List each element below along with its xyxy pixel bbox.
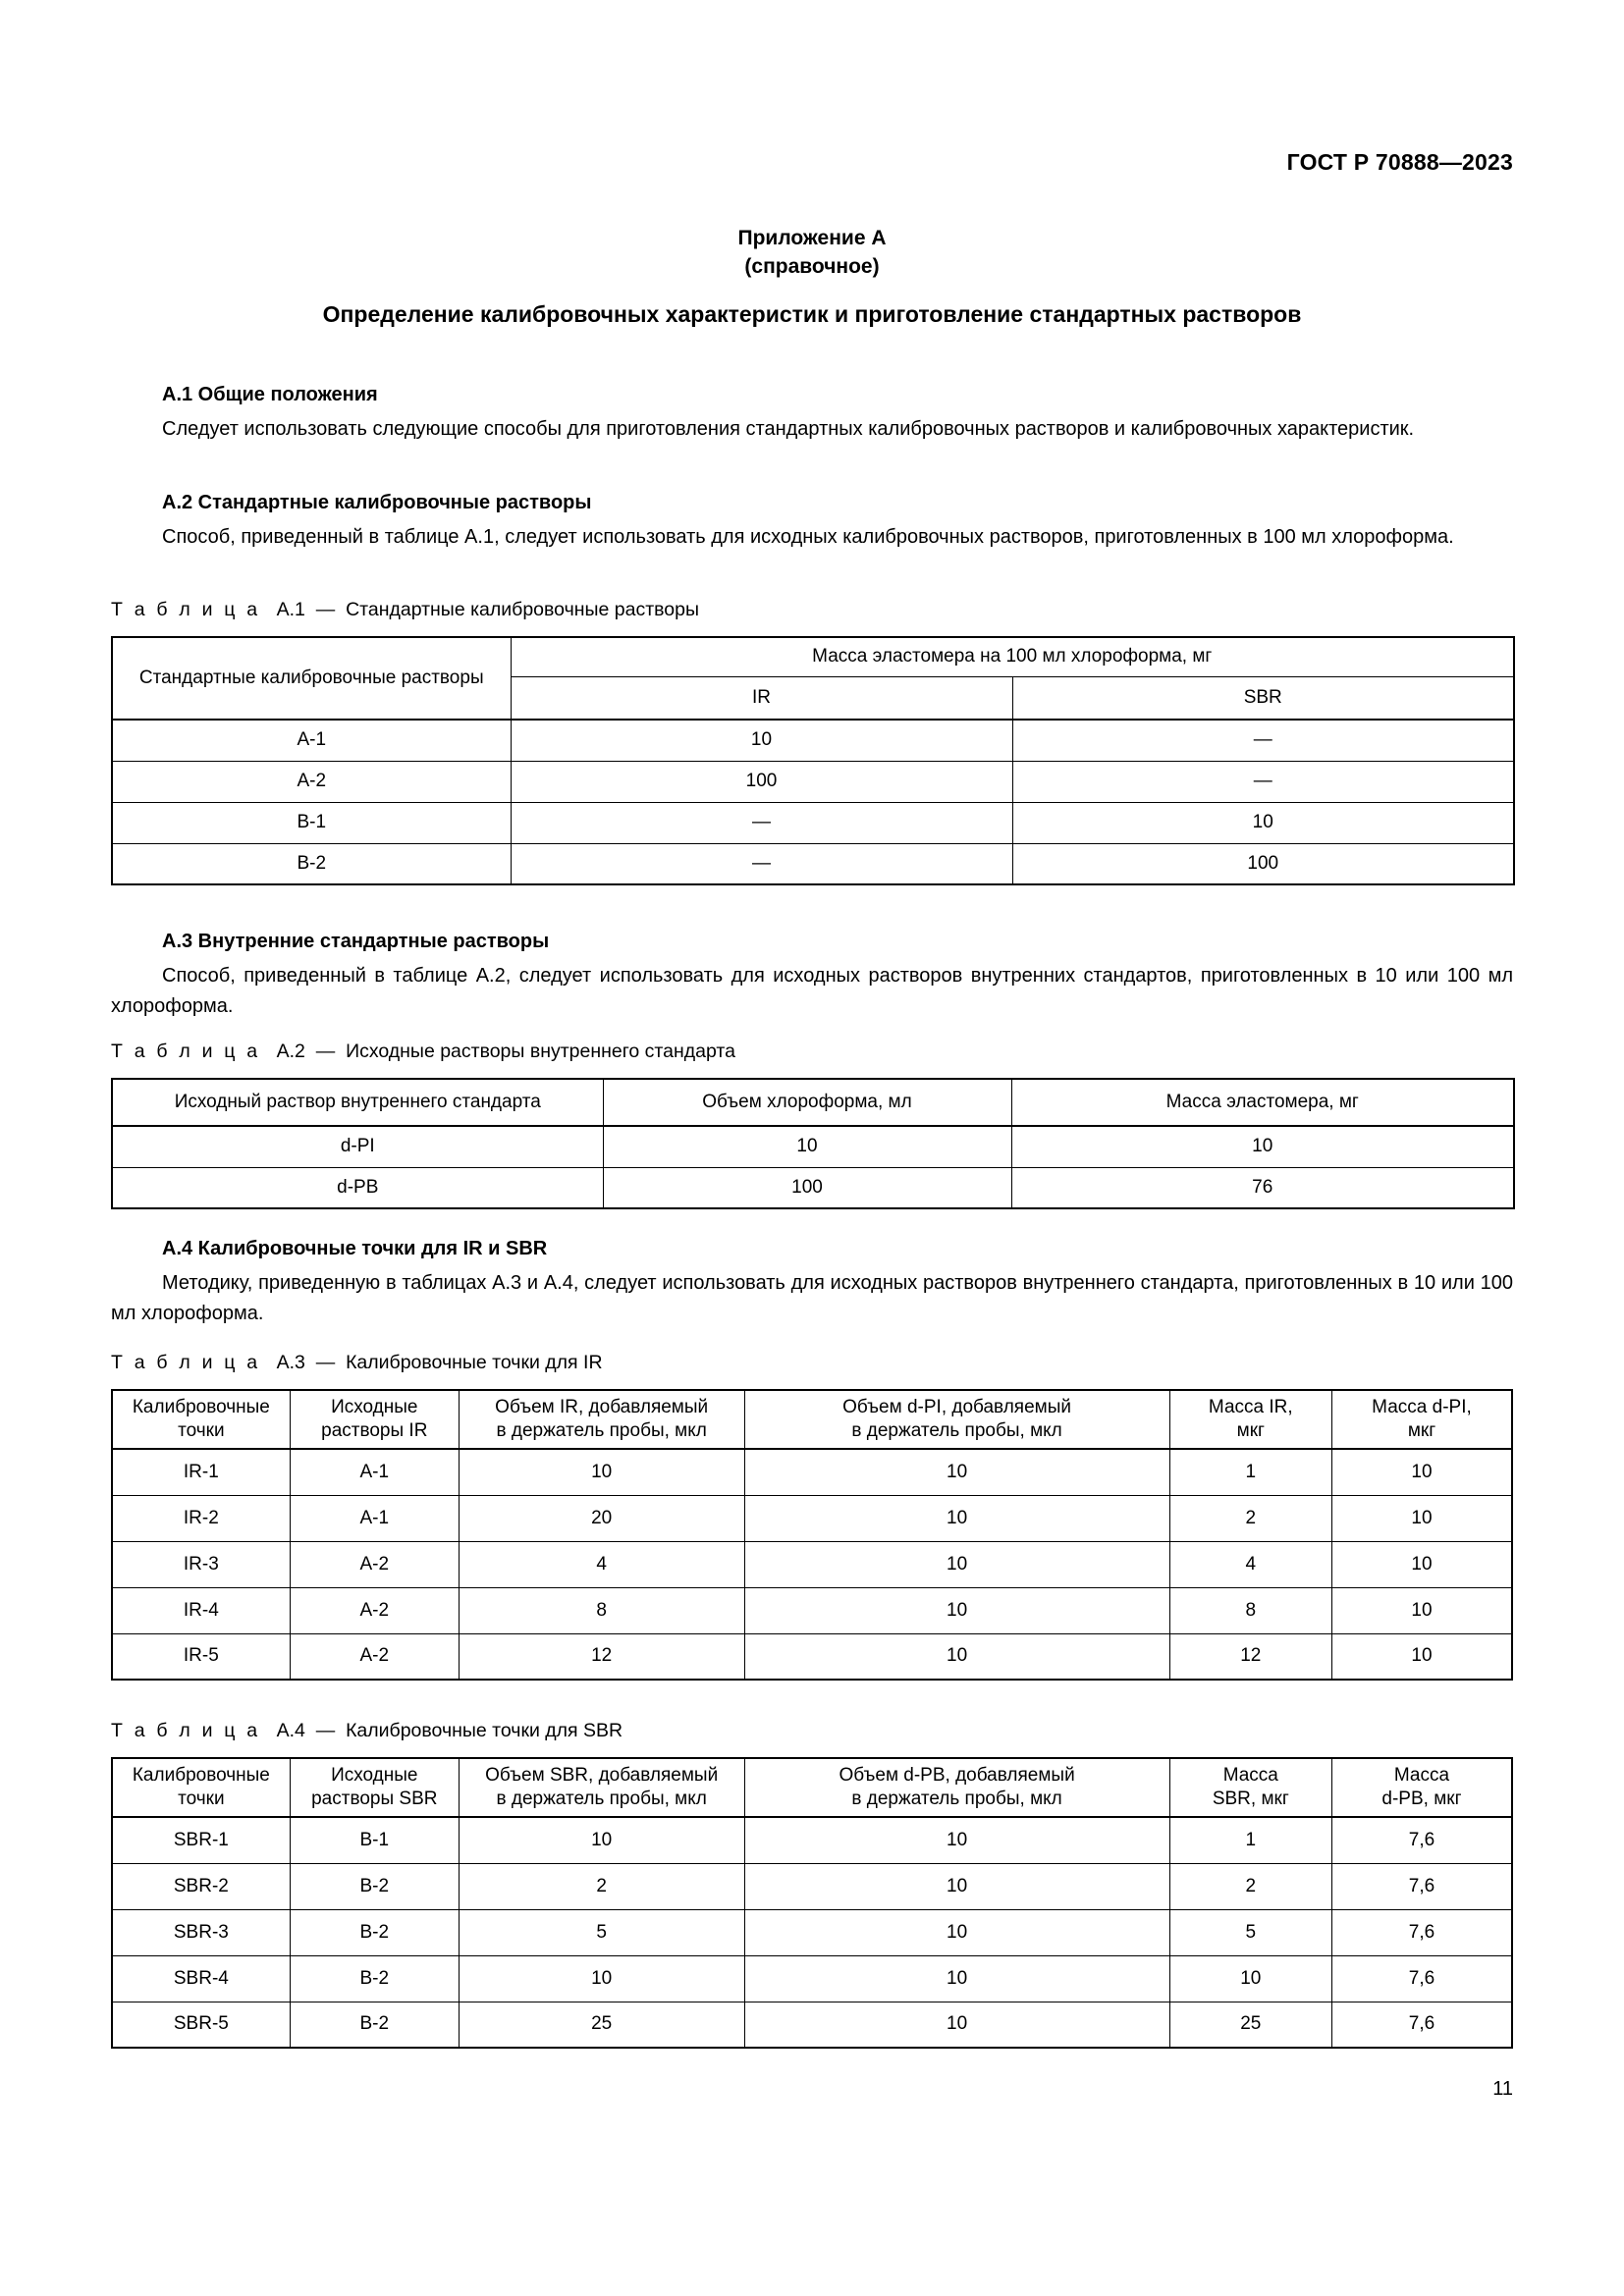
table-a3-cell: IR-5 — [112, 1633, 290, 1680]
table-a3-cell: А-2 — [290, 1541, 459, 1587]
section-a4-paragraph: Методику, приведенную в таблицах А.3 и А.4, следует использовать для исходных растворов внутреннего стандарта, приготовленных в 10 или 100 мл хлороформа. — [111, 1272, 1513, 1324]
header-line: точки — [178, 1789, 225, 1809]
table-row — [112, 1633, 1512, 1680]
header-line: Исходные — [331, 1397, 418, 1417]
annex-label: Приложение А — [737, 227, 887, 249]
table-a3-caption-dash: — — [315, 1352, 336, 1373]
table-a1-cell: А-1 — [112, 720, 511, 761]
table-a1-caption-wrap — [111, 597, 1513, 622]
table-a3-header-cell — [459, 1390, 744, 1449]
table-a3-header-cell — [1169, 1390, 1331, 1449]
section-a3 — [111, 928, 1513, 1022]
table-a4-cell: 10 — [744, 1909, 1169, 1955]
table-a3-cell: 10 — [1331, 1633, 1512, 1680]
table-a3-cell: 4 — [1169, 1541, 1331, 1587]
header-line: в держатель пробы, мкл — [496, 1789, 707, 1809]
table-row — [112, 720, 1514, 761]
table-a4-header-cell — [1169, 1758, 1331, 1817]
table-row — [112, 1863, 1512, 1909]
table-a4-cell: В-2 — [290, 1909, 459, 1955]
table-a4-cell: В-1 — [290, 1817, 459, 1863]
table-a3-cell: 1 — [1169, 1449, 1331, 1495]
table-a3-caption-wrap — [111, 1350, 1513, 1375]
table-a1-cell: 100 — [1012, 843, 1514, 884]
table-a4-cell: 25 — [459, 2002, 744, 2048]
table-a3-header-cell — [744, 1390, 1169, 1449]
table-a3-cell: 10 — [1331, 1495, 1512, 1541]
table-a4-cell: В-2 — [290, 2002, 459, 2048]
annex-heading-block — [111, 224, 1513, 281]
page-number: 11 — [1492, 2078, 1513, 2100]
table-a2-cell: d-PI — [112, 1126, 603, 1167]
table-a3-cell: 10 — [1331, 1587, 1512, 1633]
table-a3 — [111, 1389, 1513, 1681]
section-a3-heading: А.3 Внутренние стандартные растворы — [162, 931, 550, 952]
table-a4-caption — [111, 1718, 1513, 1743]
table-a4-caption-prefix: Т а б л и ц а — [111, 1720, 261, 1741]
table-a4-caption-dash: — — [315, 1720, 336, 1741]
header-line: Объем IR, добавляемый — [495, 1397, 709, 1417]
table-a1-caption-prefix: Т а б л и ц а — [111, 599, 261, 620]
table-a4-cell: 10 — [744, 2002, 1169, 2048]
table-row — [112, 1955, 1512, 2002]
table-row — [112, 1390, 1512, 1449]
table-a4-header-cell — [459, 1758, 744, 1817]
table-a3-cell: 8 — [459, 1587, 744, 1633]
table-a2-caption-wrap — [111, 1039, 1513, 1064]
section-a2-paragraph: Способ, приведенный в таблице А.1, следует использовать для исходных калибровочных растворов, приготовленных в 100 мл хлороформа. — [162, 526, 1454, 548]
table-a2 — [111, 1078, 1515, 1209]
table-a4-cell: 7,6 — [1331, 1955, 1512, 2002]
header-line: Масса — [1393, 1765, 1450, 1786]
table-row — [112, 802, 1514, 843]
table-a4-cell: 1 — [1169, 1817, 1331, 1863]
section-a2 — [111, 489, 1513, 553]
table-a3-cell: IR-4 — [112, 1587, 290, 1633]
table-a2-caption-number: А.2 — [276, 1041, 305, 1062]
table-a2-caption-text: Исходные растворы внутреннего стандарта — [346, 1041, 735, 1062]
table-row — [112, 1541, 1512, 1587]
table-a4-cell: SBR-5 — [112, 2002, 290, 2048]
header-line: растворы SBR — [311, 1789, 438, 1809]
table-a2-wrap — [111, 1078, 1513, 1209]
table-a3-cell: 10 — [744, 1633, 1169, 1680]
table-row — [112, 1449, 1512, 1495]
table-a4-cell: SBR-4 — [112, 1955, 290, 2002]
table-a3-header-cell — [1331, 1390, 1512, 1449]
table-a2-caption-prefix: Т а б л и ц а — [111, 1041, 261, 1062]
table-a3-cell: 10 — [1331, 1541, 1512, 1587]
header-line: мкг — [1236, 1420, 1265, 1441]
table-a3-caption — [111, 1350, 1513, 1375]
header-line: растворы IR — [321, 1420, 428, 1441]
table-a3-caption-number: А.3 — [276, 1352, 305, 1373]
section-a1-paragraph: Следует использовать следующие способы для приготовления стандартных калибровочных растворов и калибровочных характеристик. — [162, 418, 1415, 440]
table-a2-header-cell: Исходный раствор внутреннего стандарта — [112, 1079, 603, 1126]
table-a3-header-cell — [290, 1390, 459, 1449]
table-row — [112, 761, 1514, 802]
table-a4-cell: 7,6 — [1331, 1817, 1512, 1863]
table-a4-cell: 7,6 — [1331, 1909, 1512, 1955]
table-a4-header-cell — [1331, 1758, 1512, 1817]
table-a3-cell: IR-2 — [112, 1495, 290, 1541]
table-row — [112, 1758, 1512, 1817]
table-a1-cell: — — [1012, 720, 1514, 761]
header-line: Исходные — [331, 1765, 418, 1786]
table-a1-cell: — — [511, 843, 1012, 884]
table-a4-cell: 10 — [1169, 1955, 1331, 2002]
table-a1-caption — [111, 597, 1513, 622]
table-a3-cell: 10 — [459, 1449, 744, 1495]
table-a4-cell: SBR-3 — [112, 1909, 290, 1955]
table-a1-cell: В-2 — [112, 843, 511, 884]
table-a1-header-solutions: Стандартные калибровочные растворы — [112, 637, 511, 720]
table-a1-cell: 100 — [511, 761, 1012, 802]
table-a3-cell: 10 — [744, 1541, 1169, 1587]
table-a4-cell: 10 — [744, 1863, 1169, 1909]
header-line: в держатель пробы, мкл — [851, 1420, 1062, 1441]
header-line: d-PB, мкг — [1381, 1789, 1462, 1809]
table-row — [112, 1587, 1512, 1633]
table-a4-cell: 25 — [1169, 2002, 1331, 2048]
table-a1-cell: В-1 — [112, 802, 511, 843]
table-a1-wrap — [111, 636, 1513, 885]
header-line: точки — [178, 1420, 225, 1441]
table-a3-cell: 12 — [1169, 1633, 1331, 1680]
table-a4-cell: 5 — [1169, 1909, 1331, 1955]
section-a4-heading: А.4 Калибровочные точки для IR и SBR — [162, 1238, 548, 1259]
header-line: Масса — [1222, 1765, 1278, 1786]
table-a3-header-cell — [112, 1390, 290, 1449]
annex-title: Определение калибровочных характеристик и приготовление стандартных растворов — [322, 301, 1302, 327]
table-a4 — [111, 1757, 1513, 2049]
table-a1-header-group: Масса эластомера на 100 мл хлороформа, мг — [511, 637, 1514, 676]
table-row — [112, 1909, 1512, 1955]
table-a2-cell: 100 — [603, 1167, 1011, 1208]
table-a1-caption-dash: — — [315, 599, 336, 620]
table-a3-cell: А-2 — [290, 1587, 459, 1633]
table-row — [112, 1167, 1514, 1208]
header-line: Калибровочные — [132, 1397, 270, 1417]
table-a2-caption — [111, 1039, 1513, 1064]
table-a1-cell: — — [511, 802, 1012, 843]
table-a4-cell: 5 — [459, 1909, 744, 1955]
table-a3-cell: 12 — [459, 1633, 744, 1680]
header-line: в держатель пробы, мкл — [496, 1420, 707, 1441]
table-row — [112, 1817, 1512, 1863]
table-a3-cell: 10 — [1331, 1449, 1512, 1495]
document-header-standard-number: ГОСТ Р 70888—2023 — [1286, 149, 1513, 175]
section-a4 — [111, 1235, 1513, 1329]
table-row — [112, 2002, 1512, 2048]
header-line: Калибровочные — [132, 1765, 270, 1786]
table-a4-cell: 10 — [744, 1817, 1169, 1863]
table-row — [112, 637, 1514, 676]
table-a4-cell: SBR-2 — [112, 1863, 290, 1909]
table-a3-cell: А-1 — [290, 1449, 459, 1495]
table-a2-cell: d-PB — [112, 1167, 603, 1208]
table-a2-cell: 10 — [1011, 1126, 1514, 1167]
table-a3-caption-text: Калибровочные точки для IR — [346, 1352, 603, 1373]
table-a4-wrap — [111, 1757, 1513, 2049]
table-a2-cell: 76 — [1011, 1167, 1514, 1208]
table-a2-header-cell: Масса эластомера, мг — [1011, 1079, 1514, 1126]
header-line: Масса d-PI, — [1372, 1397, 1472, 1417]
table-a3-caption-prefix: Т а б л и ц а — [111, 1352, 261, 1373]
table-a4-caption-text: Калибровочные точки для SBR — [346, 1720, 623, 1741]
table-a3-cell: 10 — [744, 1449, 1169, 1495]
table-row — [112, 1079, 1514, 1126]
table-a3-wrap — [111, 1389, 1513, 1681]
table-a1-cell: — — [1012, 761, 1514, 802]
table-a3-cell: 4 — [459, 1541, 744, 1587]
header-line: Объем SBR, добавляемый — [485, 1765, 719, 1786]
table-a1-caption-number: А.1 — [276, 599, 305, 620]
table-a2-cell: 10 — [603, 1126, 1011, 1167]
table-a3-cell: IR-1 — [112, 1449, 290, 1495]
section-a2-heading: А.2 Стандартные калибровочные растворы — [162, 492, 592, 513]
header-line: Объем d-PI, добавляемый — [842, 1397, 1071, 1417]
table-a1-cell: А-2 — [112, 761, 511, 802]
table-a1-header-ir: IR — [511, 676, 1012, 720]
table-a3-cell: А-2 — [290, 1633, 459, 1680]
section-a3-paragraph: Способ, приведенный в таблице А.2, следует использовать для исходных растворов внутренних стандартов, приготовленных в 10 или 100 мл хлороформа. — [111, 965, 1513, 1017]
header-line: Объем d-PB, добавляемый — [839, 1765, 1075, 1786]
table-a2-header-cell: Объем хлороформа, мл — [603, 1079, 1011, 1126]
table-a4-cell: 10 — [459, 1817, 744, 1863]
table-a4-header-cell — [290, 1758, 459, 1817]
table-a1 — [111, 636, 1515, 885]
header-line: SBR, мкг — [1212, 1789, 1289, 1809]
table-a4-header-cell — [744, 1758, 1169, 1817]
table-a2-caption-dash: — — [315, 1041, 336, 1062]
table-a3-cell: 2 — [1169, 1495, 1331, 1541]
table-a4-cell: В-2 — [290, 1955, 459, 2002]
table-a4-header-cell — [112, 1758, 290, 1817]
header-line: мкг — [1407, 1420, 1436, 1441]
table-a4-caption-number: А.4 — [276, 1720, 305, 1741]
table-a4-cell: 10 — [744, 1955, 1169, 2002]
table-row — [112, 1495, 1512, 1541]
table-a4-cell: 10 — [459, 1955, 744, 2002]
table-a1-cell: 10 — [1012, 802, 1514, 843]
section-a1-heading: А.1 Общие положения — [162, 384, 378, 405]
table-a4-cell: В-2 — [290, 1863, 459, 1909]
section-a1 — [111, 381, 1513, 445]
header-line: в держатель пробы, мкл — [851, 1789, 1062, 1809]
table-a4-cell: 7,6 — [1331, 2002, 1512, 2048]
table-a4-cell: 2 — [1169, 1863, 1331, 1909]
table-row — [112, 1126, 1514, 1167]
table-row — [112, 843, 1514, 884]
table-a4-cell: 7,6 — [1331, 1863, 1512, 1909]
table-a1-caption-text: Стандартные калибровочные растворы — [346, 599, 700, 620]
header-line: Масса IR, — [1208, 1397, 1293, 1417]
table-a1-header-sbr: SBR — [1012, 676, 1514, 720]
table-a3-cell: IR-3 — [112, 1541, 290, 1587]
table-a3-cell: 10 — [744, 1587, 1169, 1633]
table-a1-cell: 10 — [511, 720, 1012, 761]
table-a3-cell: А-1 — [290, 1495, 459, 1541]
table-a4-cell: 2 — [459, 1863, 744, 1909]
table-a3-cell: 8 — [1169, 1587, 1331, 1633]
table-a4-caption-wrap — [111, 1718, 1513, 1743]
table-a3-cell: 10 — [744, 1495, 1169, 1541]
annex-type: (справочное) — [744, 255, 880, 278]
table-a3-cell: 20 — [459, 1495, 744, 1541]
table-a4-cell: SBR-1 — [112, 1817, 290, 1863]
